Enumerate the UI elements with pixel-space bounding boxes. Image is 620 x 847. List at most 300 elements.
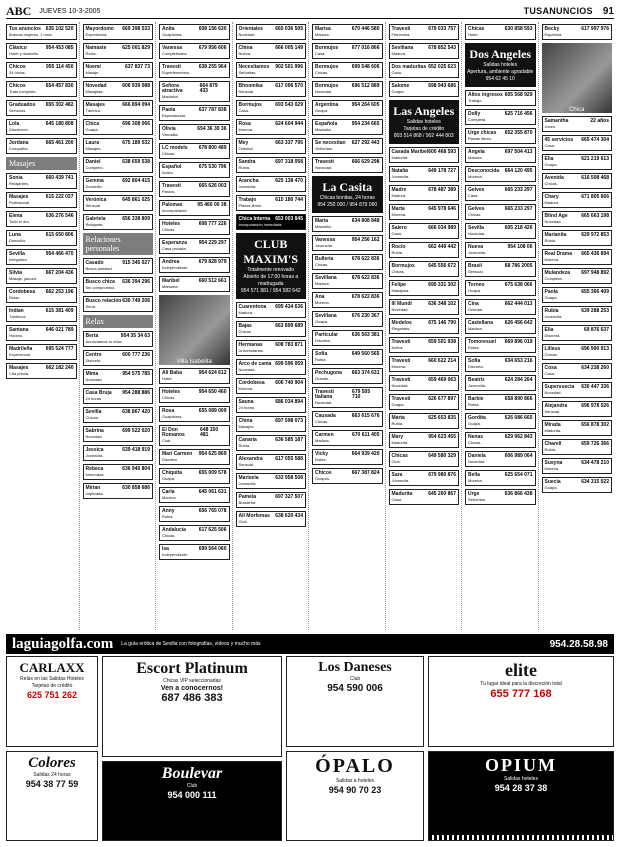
ad-name: Chary [544,194,559,200]
ad-phone: 615 650 806 [45,232,74,238]
ad-text: Jovencita. [391,174,410,179]
ad-name: Travesti [162,183,181,189]
ad-phone: 655 009 578 [198,470,227,476]
ad-text: Independiente. [162,265,189,270]
ad-text: Independiente. [162,552,189,557]
ad-name: María [315,218,329,224]
classified-ad [159,506,230,522]
classified-ad [236,378,307,394]
ad-text: Guapa. [391,89,405,94]
ad-text: Madura. [315,281,330,286]
ad-name: Olivia [162,126,176,132]
ad-phone: 600 777 236 [122,352,150,358]
ad-text: Chicas. [315,262,329,267]
lacasita-text: Chicas bonitas, 24 horas [319,195,375,201]
ad-phone: 645 180 808 [45,121,74,127]
banner-tagline: La guía erótica de Sevilla con fotografías, vídeos y mucho más [121,641,261,647]
ad-name: Clásico [9,45,27,51]
ad-text: Chicas. [544,352,558,357]
ad-name: Mary [391,434,404,440]
ad-name: Causada [315,413,336,419]
ad-name: Dolly [468,111,481,117]
classified-ad [236,302,307,318]
elite-phone: 655 777 168 [490,688,552,700]
ad-text: Discreta. [162,457,178,462]
ad-name: Chiquita [162,470,182,476]
ad-text: Discreta. [468,364,484,369]
ad-text: Chicas. [468,440,482,445]
opalo-ad [286,751,424,842]
ad-phone: 675 189 532 [122,140,150,146]
ad-name: Castellana [468,320,494,326]
classified-ad [6,363,77,379]
banner-site[interactable]: laguiagolfa.com [12,635,114,652]
ad-phone: 633 958 508 [275,475,303,481]
ad-text: Sensual. [238,462,255,467]
classified-ad [83,24,154,40]
ad-phone: 606 989 064 [504,453,533,459]
ad-text: Masaje. [85,70,100,75]
ad-text: Completa. [544,276,563,281]
ad-text: Rubia. [544,447,557,452]
ad-name: Charell [544,441,562,447]
ad-text: Guapa. [315,319,329,324]
club-phones: 954 571 881 / 954 582 642 [240,288,301,294]
classified-ad [465,318,536,334]
classified-ad [312,138,383,154]
ad-name: Nueva [468,244,484,250]
club-maxims-ad [236,233,307,299]
ad-phone: 669 896 019 [504,339,533,345]
classified-ad [6,287,77,303]
ad-name: Elena [9,213,23,219]
ad-name: Chicas [468,26,485,32]
ad-text: Guapos. [315,476,331,481]
category-header: Relax [83,315,154,328]
classified-ad [236,24,307,40]
ad-name: Marta [391,415,405,421]
ad-name: Marta [391,206,405,212]
carlaxx-phone: 625 751 262 [26,690,78,700]
ad-phone: 615 222 037 [45,194,74,200]
ad-phone: 654 457 830 [45,83,74,89]
ad-text: Madurita. [162,284,179,289]
ad-phone: 663 337 795 [275,140,303,146]
ad-phone: 655 302 482 [45,102,74,108]
classified-ad [83,258,154,274]
ad-phone: 665 233 297 [504,206,533,212]
ad-name: Chicos [9,83,26,89]
ad-name: Felipe [391,282,406,288]
classified-ad [6,325,77,341]
boxad-line: Tarjetas de crédito [403,126,445,132]
classified-ad [542,211,613,227]
boulevar-line: Club [186,783,198,790]
ad-phone: 954 466 470 [45,251,74,257]
classified-ad [159,368,230,384]
ad-phone: 69 876 637 [583,327,609,333]
ad-text: Rubia. [391,250,404,255]
ad-text: Madurita. [315,224,332,229]
ad-text: Madura. [238,310,254,315]
ad-name: Urge chicas [468,130,497,136]
ad-text: Casa privada. [162,246,187,251]
ad-phone: 638 867 420 [122,409,150,415]
ad-text: Hotel. [468,32,479,37]
ad-name: El Don Romanos [162,427,185,438]
classified-ad [389,280,460,296]
ad-text: Jovencita. [391,478,410,483]
classified-ad [236,359,307,375]
ad-text: Club. [391,459,401,464]
ad-text: Tántricos. [9,314,27,319]
ad-phone: 605 218 426 [504,225,533,231]
ad-name: Gemma [85,178,104,184]
ad-phone: 625 138 470 [275,178,303,184]
ad-text: Chicas. [162,151,176,156]
classified-ad [542,192,613,208]
ad-text: Morena. [468,478,483,483]
ad-text: Brasileña. [238,500,257,505]
ad-text: Masajista. [85,89,104,94]
classified-ad [465,204,536,220]
ad-name: Marisela [238,475,259,481]
ad-heading [162,428,227,438]
ad-phone: 696 978 026 [581,403,609,409]
classified-column-4 [236,22,310,630]
ad-name: Cosa [544,365,557,371]
classified-ad [83,119,154,135]
ad-phone: 95 460 00 38 [197,202,227,208]
ad-name: Suecia [544,479,561,485]
ad-text: Masajes. [85,146,102,151]
ad-name: Travesti [391,339,411,345]
ad-name: Carmen [315,432,334,438]
ad-text: Novedad. [544,219,562,224]
ad-name: Laura [85,140,100,146]
ad-phone: 636 563 381 [351,332,380,338]
ad-name: Mulandeza [544,270,571,276]
classified-ad [389,166,460,182]
ad-phone: 615 180 744 [275,197,303,203]
classified-ad [312,100,383,116]
classified-ad [542,420,613,436]
ad-text: Guapísima. [162,32,183,37]
ad-phone: 662 444 013 [504,301,533,307]
ad-heading [162,84,227,94]
classified-ad [465,261,536,277]
classified-ad [465,109,536,125]
ad-name: Daniela [468,453,486,459]
ad-text: Jovencita. [468,383,487,388]
ad-text: Relajantes. [9,181,30,186]
ad-phone: 665 461 200 [45,140,74,146]
classified-ad [542,401,613,417]
ad-text: Seria. [85,304,96,309]
ad-text: Incorporación inmediata. [238,222,283,227]
classified-ad [389,337,460,353]
ad-name: Palomas [162,202,183,208]
ad-text: Trabajo. [468,98,483,103]
la-casita-ad [312,176,383,213]
ad-text: Nueva. [238,51,252,56]
ad-text: Acompañante. [162,208,188,213]
classified-ad [83,62,154,78]
laguiagolfa-banner[interactable] [6,634,614,654]
classified-ad [236,138,307,154]
ad-name: Jordana [9,140,29,146]
classified-ad [159,468,230,484]
ad-text: Chicas. [162,227,176,232]
ad-name: Masajes [9,365,29,371]
ad-phone: 679 505 710 [352,389,371,400]
ad-name: Rebeca [85,466,104,472]
ad-name: Sofía [468,358,481,364]
colores-phone: 954 38 77 59 [25,778,79,789]
ad-text: Morena. [544,466,560,471]
ad-phone: 626 456 643 [504,320,533,326]
ad-text: Guapa. [85,127,99,132]
ad-text: Casa. [391,497,402,502]
classified-ad [6,81,77,97]
ad-text: Novedad. [391,383,409,388]
ad-name: Cordobesa [238,380,265,386]
ad-text: Señoritas. [315,146,334,151]
ad-name: Rubia [544,308,559,314]
ad-phone: 630 749 206 [122,298,150,304]
ad-phone: 658 890 866 [504,396,533,402]
classified-ad [542,439,613,455]
ad-name: Natalia [391,168,408,174]
ad-text: Guapa. [544,162,558,167]
classified-ad [542,382,613,398]
ad-phone: 634 808 848 [351,218,380,224]
ad-phone: 655 089 009 [198,408,227,414]
ad-phone: 696 990 913 [581,346,609,352]
classified-ad [312,349,383,365]
classified-columns [6,22,614,630]
ad-text: Madurita. [544,428,562,433]
ad-name: Travesti [315,159,334,165]
ad-phone: 645 260 867 [428,491,456,497]
carlaxx-title: CARLAXX [19,660,85,675]
classified-ad [542,24,613,40]
ad-text: Pasiva. [162,189,176,194]
elite-ad [428,656,614,747]
ad-phone: 663 615 676 [351,413,380,419]
ad-text: Sensual. [85,203,102,208]
ad-text: 24 horas. [238,405,256,410]
ad-phone: 678 487 389 [428,187,456,193]
ad-name: Beatriz [468,377,485,383]
ad-phone: 697 504 413 [504,149,533,155]
ad-phone: 624 284 264 [504,377,533,383]
ad-text: Casa. [544,143,555,148]
ad-name: Travesti Italiana [315,389,334,400]
ad-name: Lilleus [544,346,561,352]
ad-name: Elia [544,327,554,333]
ad-name: Brasil [468,263,482,269]
classified-ad [465,166,536,182]
ad-name: Paola [162,107,176,113]
ad-name: Real Drama [544,251,573,257]
ad-name: Namaste [85,45,107,51]
classified-ad [159,43,230,59]
classified-ad [6,344,77,360]
ad-text: Morena. [315,300,330,305]
ad-name: Anny [162,508,175,514]
ad-name: Marianita [544,232,567,238]
ad-phone: 22 años [590,118,609,124]
ad-name: Indian [9,308,24,314]
classified-ad [542,154,613,170]
ad-text: Sensual. [238,89,255,94]
ad-text: Grande. [315,376,330,381]
ad-text: Novedad. [544,390,562,395]
ad-phone: 649 580 329 [428,453,456,459]
classified-ad [159,219,230,235]
ad-text: Tántrico. [85,108,102,113]
classified-ad [312,119,383,135]
classified-ad [6,230,77,246]
ad-text: Discreta. [315,338,331,343]
ad-phone: 630 447 336 [581,384,609,390]
ad-name: Español [162,164,182,170]
classified-ad [312,235,383,251]
ad-name: Casada Maribel [391,149,429,155]
ad-text: Casa. [238,108,249,113]
ad-name: All Morfemas [238,513,270,519]
ad-name: Mayordomo [85,26,114,32]
ad-phone: 666 629 298 [351,159,380,165]
ad-phone: 625 716 456 [504,111,533,117]
classified-ad [6,192,77,208]
ad-name: Necesitamos [238,64,270,70]
ad-phone: 954 229 297 [198,240,227,246]
ad-name: LC models [162,145,188,151]
ad-phone: 624 604 944 [275,121,303,127]
ad-text: Madura. [468,155,483,160]
ad-name: Torneo [468,282,485,288]
ad-text: Rubia. [391,421,404,426]
classified-ad [389,356,460,372]
ad-name: Maribel [162,278,180,284]
ad-name: Cuarentona [238,304,267,310]
ad-phone: 660 512 661 [198,278,227,284]
ad-name: Noemí [85,64,101,70]
ad-text: Plazas libres. [238,203,263,208]
ad-text: Morena. [238,386,254,391]
ad-text: Elegantes. [391,326,411,331]
ad-phone: 698 943 686 [428,83,456,89]
ad-phone: 617 625 506 [198,527,227,533]
ad-phone: 954 108 06 [507,244,533,250]
classified-ad [542,230,613,246]
colores-title: Colores [28,754,76,771]
ad-name: Anita [162,26,175,32]
ad-text: Plazas libres. [468,136,492,141]
classified-ad [465,223,536,239]
ad-phone: 666 034 989 [428,225,456,231]
opalo-line: Salidas a hoteles [335,777,375,784]
ad-name: Sara [391,472,403,478]
ad-phone: 678 800 489 [198,145,227,151]
ad-phone: 954 288 886 [122,390,150,396]
ad-text: Oriental. [468,307,484,312]
ad-text: Madura. [391,51,407,56]
ad-name: Chica Interna [238,216,271,222]
ad-text: Chicas. [315,70,329,75]
ad-phone: 649 178 727 [428,168,456,174]
elite-title: elite [505,660,537,680]
classified-ad [465,90,536,106]
ad-name: Sevilla [85,409,102,415]
ad-phone: 645 556 672 [428,263,456,269]
ad-phone: 666 894 094 [122,102,150,108]
classified-column-3 [159,22,233,630]
ad-name: Señora atractiva [162,83,183,94]
ad-phone: 699 564 060 [198,546,227,552]
classified-ad [6,100,77,116]
classified-ad [236,62,307,78]
ad-text: Superfemenino. [162,70,191,75]
classified-ad [465,128,536,144]
ad-name: Arancha [238,178,259,184]
classified-ad [389,413,460,429]
classified-ad [389,489,460,505]
ad-text: Chicas. [468,212,482,217]
ad-phone: 646 021 789 [45,327,74,333]
ad-name: Travesti [391,358,411,364]
ad-name: Vanessa [315,237,336,243]
ad-phone: 625 653 835 [428,415,456,421]
ad-text: Discreción. [9,127,29,132]
classified-ad [6,306,77,322]
ad-name: Sauna [238,399,254,405]
ad-phone: 626 677 897 [428,396,456,402]
photo-ad [159,295,230,365]
classified-ad [542,287,613,303]
ad-text: Rubia. [238,165,251,170]
ad-phone: 665 663 198 [581,213,609,219]
boxad-line: Salidas hoteles [483,62,518,68]
colores-line: Salidas 24 horas [33,771,71,778]
opalo-phone: 954 90 70 23 [328,784,382,795]
ad-text: Chicas. [315,419,329,424]
ad-phone: 679 828 979 [198,259,227,265]
classified-ad [83,388,154,404]
ad-phone: 665 436 894 [581,251,609,257]
classified-ad [389,451,460,467]
ad-phone: 699 548 606 [351,64,380,70]
classified-ad [465,337,536,353]
ad-name: Canaria [238,437,257,443]
ad-phone: 653 003 845 [275,216,303,222]
highlight-ad [236,214,307,230]
ad-name: Particular [315,332,339,338]
ad-phone: 686 034 894 [275,399,303,405]
classified-ad [312,43,383,59]
classified-ad [465,413,536,429]
ad-text: Española. [544,32,563,37]
ad-name: Novedad [85,83,107,89]
classified-ad [159,24,230,40]
ad-name: Mari Carmen [162,451,193,457]
ad-phone: 630 858 686 [122,485,150,491]
ad-name: Rosa [162,408,175,414]
ad-name: Santana [9,327,29,333]
ad-name: Ill Mundi [391,301,412,307]
